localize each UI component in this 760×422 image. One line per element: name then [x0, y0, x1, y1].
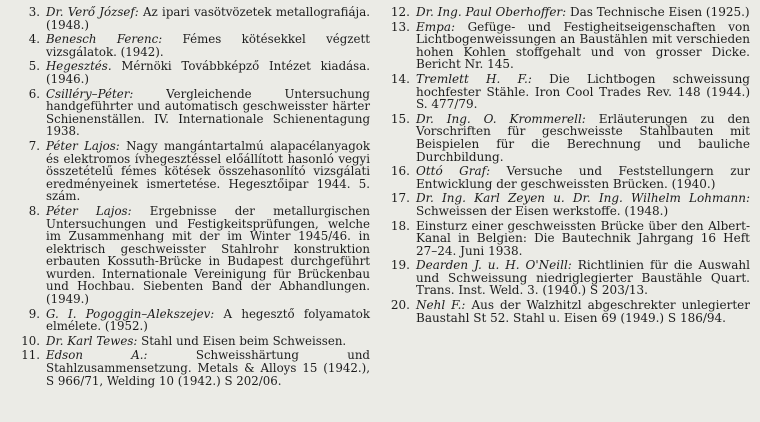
reference-body: Das Technische Eisen (1925.)	[566, 5, 750, 19]
reference-number: 4.	[28, 32, 40, 47]
reference-author: Péter Lajos:	[46, 138, 120, 153]
reference-author: G. I. Pogoggin–Alekszejev:	[46, 306, 215, 321]
reference-text	[416, 21, 750, 71]
reference-entry	[10, 308, 370, 333]
reference-body: A hegesztő folyamatok elmélete. (1952.)	[46, 306, 370, 334]
reference-number: 3.	[28, 5, 40, 19]
reference-body: Stahl und Eisen beim Schweissen.	[137, 333, 347, 348]
reference-entry	[10, 60, 370, 85]
reference-author: Empa:	[416, 19, 456, 34]
reference-number: 11.	[21, 348, 40, 363]
reference-text	[46, 60, 370, 85]
reference-entry	[380, 6, 750, 19]
reference-number: 10.	[21, 333, 40, 348]
reference-number: 5.	[28, 59, 40, 74]
reference-body: Schweisshärtung und Stahlzusammensetzung. Metals & Alloys 15 (1942.), S 966/71, Welding 10 (1942.) S 202/06.	[46, 348, 370, 388]
reference-body: Fémes kötésekkel végzett vizsgálatok. (1942).	[46, 32, 370, 59]
reference-author: Edson A.:	[46, 348, 148, 363]
reference-author: Csilléry–Péter:	[46, 86, 134, 101]
reference-author: Hegesztés.	[46, 59, 112, 74]
reference-text	[416, 73, 750, 111]
reference-author: Dr. Ing. O. Krommerell:	[416, 111, 586, 126]
reference-entry	[380, 73, 750, 111]
reference-entry	[10, 33, 370, 58]
reference-author: Dr. Ing. Karl Zeyen u. Dr. Ing. Wilhelm Lohmann:	[416, 191, 750, 206]
reference-entry	[10, 335, 370, 348]
reference-text	[416, 192, 750, 217]
reference-number: 19.	[390, 258, 410, 273]
reference-body: Einsturz einer geschweissten Brücke über den Albert-Kanal in Belgien: Die Bautechnik Jahrgang 16 Heft 27–24. Juni 1938.	[416, 218, 750, 258]
reference-entry	[10, 349, 370, 387]
reference-body: Versuche und Feststellungern zur Entwicklung der geschweissten Brücken. (1940.)	[416, 164, 750, 191]
reference-entry	[10, 6, 370, 31]
reference-body: Ergebnisse der metallurgischen Untersuchungen und Festigkeitsprüfungen, welche im Zusammenhang mit der im Winter 1945/46. in elektrisch geschweisster Stahlrohr konstruktion erbauten Kossuth-Brücke in Budapest durchgeführt wurden. Internationale Vereinigung für Brückenbau und Hochbau. Siebenten Band der Abhandlungen. (1949.)	[46, 203, 370, 307]
reference-body: Nagy mangántartalmú alapacélanyagok és elektromos ívhegesztéssel előállított hasonló vegyi összetételű fémes kötések összehasonlító vizsgálati eredményeinek ismertetése. Hegesztőipar 1944. 5. szám.	[46, 138, 371, 204]
reference-text	[46, 308, 370, 333]
reference-text	[46, 205, 370, 306]
reference-entry	[380, 259, 750, 297]
reference-number: 17.	[390, 191, 410, 206]
reference-author: Dearden J. u. H. O'Neill:	[416, 258, 572, 273]
reference-author: Dr. Ing. Paul Oberhoffer:	[416, 5, 567, 19]
reference-author: Nehl F.:	[416, 298, 466, 313]
reference-number: 15.	[390, 111, 410, 126]
reference-number: 8.	[28, 203, 40, 218]
reference-entry	[10, 88, 370, 138]
reference-text	[416, 113, 750, 163]
reference-number: 13.	[390, 19, 410, 34]
reference-text	[46, 33, 370, 58]
reference-text	[416, 6, 750, 19]
reference-body: Mérnöki Továbbképző Intézet kiadása. (1946.)	[46, 59, 370, 86]
reference-author: Benesch Ferenc:	[46, 32, 163, 47]
reference-text	[416, 299, 750, 324]
reference-number: 14.	[390, 71, 410, 86]
reference-text	[46, 335, 370, 348]
reference-entry	[380, 165, 750, 190]
reference-entry	[380, 113, 750, 163]
reference-body: Erläuterungen zu den Vorschriften für geschweisste Stahlbauten mit Beispielen für die Berechnung und bauliche Durchbildung.	[416, 111, 750, 164]
reference-body: Richtlinien für die Auswahl und Schweissung niedriglegierter Baustähle Quart. Trans. Inst. Weld. 3. (1940.) S 203/13.	[416, 258, 750, 298]
reference-entry	[10, 205, 370, 306]
reference-body: Az ipari vasötvözetek metallografiája. (1948.)	[46, 5, 371, 32]
reference-number: 7.	[28, 138, 40, 153]
reference-number: 12.	[390, 5, 410, 19]
reference-author: Tremlett H. F.:	[416, 71, 532, 86]
reference-entry	[380, 220, 750, 258]
reference-author: Ottó Graf:	[416, 164, 491, 179]
reference-text	[46, 6, 370, 31]
reference-body: Aus der Walzhitzl abgeschrekter unlegierter Baustahl St 52. Stahl u. Eisen 69 (1949.) S 186/94.	[416, 298, 750, 325]
reference-number: 18.	[390, 218, 410, 233]
reference-entry	[10, 140, 370, 203]
reference-body: Schweissen der Eisen werkstoffe. (1948.)	[416, 203, 669, 218]
reference-body: Vergleichende Untersuchung handgeführter und automatisch geschweisster härter Schienenställen. IV. Internationale Schienentagung 1938.	[46, 86, 370, 139]
reference-body: Die Lichtbogen schweissung hochfester Stähle. Iron Cool Trades Rev. 148 (1944.) S. 477/79.	[416, 71, 750, 112]
reference-text	[416, 220, 750, 258]
reference-text	[46, 140, 370, 203]
reference-body: Gefüge- und Festigheitseigenschaften von Lichtbogenweissungen an Baustählen mit verschieden hohen Kohlen stoffgehalt und von grosser Dicke. Bericht Nr. 145.	[416, 19, 750, 72]
reference-number: 16.	[390, 164, 410, 179]
left-column	[10, 6, 370, 422]
reference-number: 6.	[28, 86, 40, 101]
reference-entry	[380, 192, 750, 217]
reference-author: Péter Lajos:	[46, 203, 132, 218]
reference-text	[416, 165, 750, 190]
reference-text	[416, 259, 750, 297]
reference-number: 9.	[28, 306, 40, 321]
reference-text	[46, 349, 370, 387]
right-column	[380, 6, 750, 422]
reference-entry	[380, 21, 750, 71]
reference-author: Dr. Verő József:	[46, 5, 139, 19]
reference-entry	[380, 299, 750, 324]
reference-number: 20.	[390, 298, 410, 313]
reference-text	[46, 88, 370, 138]
reference-author: Dr. Karl Tewes:	[46, 333, 138, 348]
